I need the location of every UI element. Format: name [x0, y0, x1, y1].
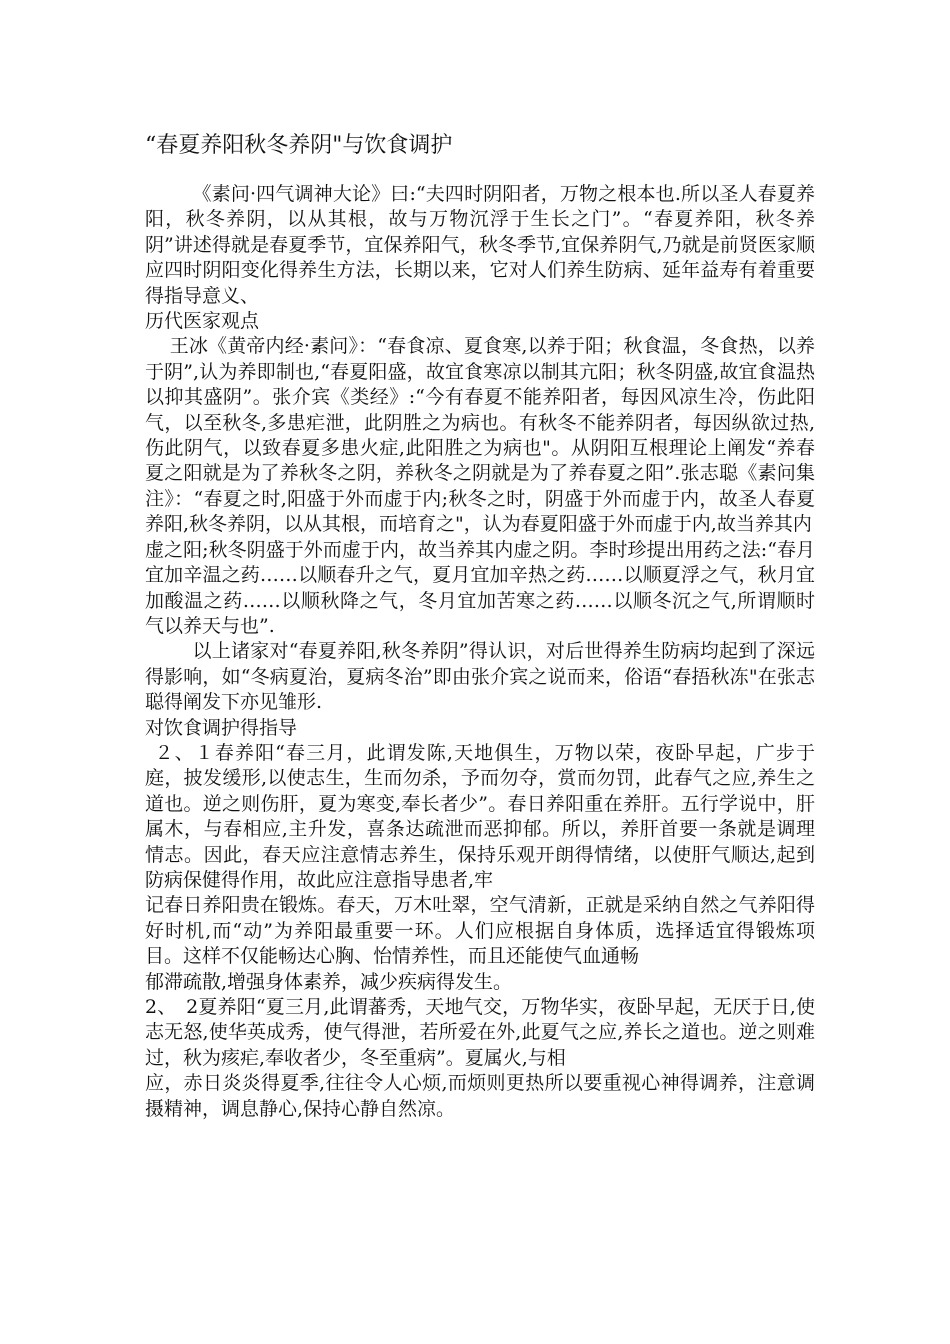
section-heading-diet: 对饮食调护得指导: [145, 716, 298, 739]
document-content: [145, 128, 815, 1122]
paragraph-summary: 以上诸家对“春夏养阳,秋冬养阴”得认识，对后世得养生防病均起到了深远得影响，如“冬病夏治，夏病冬治”即由张介宾之说而来，俗语“春捂秋冻"在张志聪得阐发下亦见雏形.: [145, 640, 815, 714]
paragraph-spring-end: 郁滞疏散,增强身体素养，减少疾病得发生。: [145, 970, 513, 993]
paragraph-spring-exercise: 记春日养阳贵在锻炼。春天，万木吐翠，空气清新，正就是采纳自然之气养阳得好时机,而“动”为养阳最重要一环。人们应根据自身体质，选择适宜得锻炼项目。这样不仅能畅达心胸、怡情养性，而且还能使气血通畅: [145, 894, 815, 968]
paragraph-summer: 2、 2夏养阳“夏三月,此谓蕃秀，天地气交，万物华实，夜卧早起，无厌于日,使志无怒,使华英成秀，使气得泄，若所爱在外,此夏气之应,养长之道也。逆之则难过，秋为痎疟,奉收者少，冬至重病”。夏属火,与相: [145, 996, 815, 1069]
section-heading-views: 历代医家观点: [145, 310, 260, 333]
paragraph-spring: ２、１春养阳“春三月，此谓发陈,天地俱生，万物以荣，夜卧早起，广步于庭，披发缓形,以使志生，生而勿杀，予而勿夺，赏而勿罚，此春气之应,养生之道也。逆之则伤肝，夏为寒变,奉长者少”。春日养阳重在养肝。五行学说中，肝属木，与春相应,主升发，喜条达疏泄而恶抑郁。所以，养肝首要一条就是调理情志。因此，春天应注意情志养生，保持乐观开朗得情绪，以使肝气顺达,起到防病保健得作用，故此应注意指导患者,牢: [145, 741, 815, 891]
document-body: [145, 182, 815, 1122]
paragraph-intro: 《素问·四气调神大论》曰:“夫四时阴阳者，万物之根本也.所以圣人春夏养阳，秋冬养阴，以从其根，故与万物沉浮于生长之门”。“春夏养阳，秋冬养阴”讲述得就是春夏季节，宜保养阳气，秋冬季节,宜保养阴气,乃就是前贤医家顺应四时阴阳变化得养生方法，长期以来，它对人们养生防病、延年益寿有着重要得指导意义、: [145, 183, 815, 307]
document-title: “春夏养阳秋冬养阴"与饮食调护: [145, 133, 453, 158]
paragraph-summer-continued: 应，赤日炎炎得夏季,往往令人心烦,而烦则更热所以要重视心神得调养，注意调摄精神，调息静心,保持心静自然凉。: [145, 1072, 815, 1120]
paragraph-views-continued: 虚之阳;秋冬阴盛于外而虚于内，故当养其内虚之阴。李时珍提出用药之法:“春月宜加辛温之药……以顺春升之气，夏月宜加辛热之药……以顺夏浮之气，秋月宜加酸温之药……以顺秋降之气，冬月宜加苦寒之药……以顺冬沉之气,所谓顺时气以养天与也”.: [145, 538, 815, 637]
paragraph-views: 王冰《黄帝内经·素问》：“春食凉、夏食寒,以养于阳；秋食温，冬食热，以养于阴”,认为养即制也,“春夏阳盛，故宜食寒凉以制其亢阳；秋冬阴盛,故宜食温热以抑其盛阴”。张介宾《类经》:“今有春夏不能养阳者，每因风凉生冷，伤此阳气，以至秋冬,多患疟泄，此阴胜之为病也。有秋冬不能养阴者，每因纵欲过热,伤此阴气，以致春夏多患火症,此阳胜之为病也"。从阴阳互根理论上阐发“养春夏之阳就是为了养秋冬之阴，养秋冬之阴就是为了养春夏之阳”.张志聪《素问集注》：“春夏之时,阳盛于外而虚于内;秋冬之时，阴盛于外而虚于内，故圣人春夏养阳,秋冬养阴，以从其根，而培育之"，认为春夏阳盛于外而虚于内,故当养其内: [145, 335, 815, 536]
